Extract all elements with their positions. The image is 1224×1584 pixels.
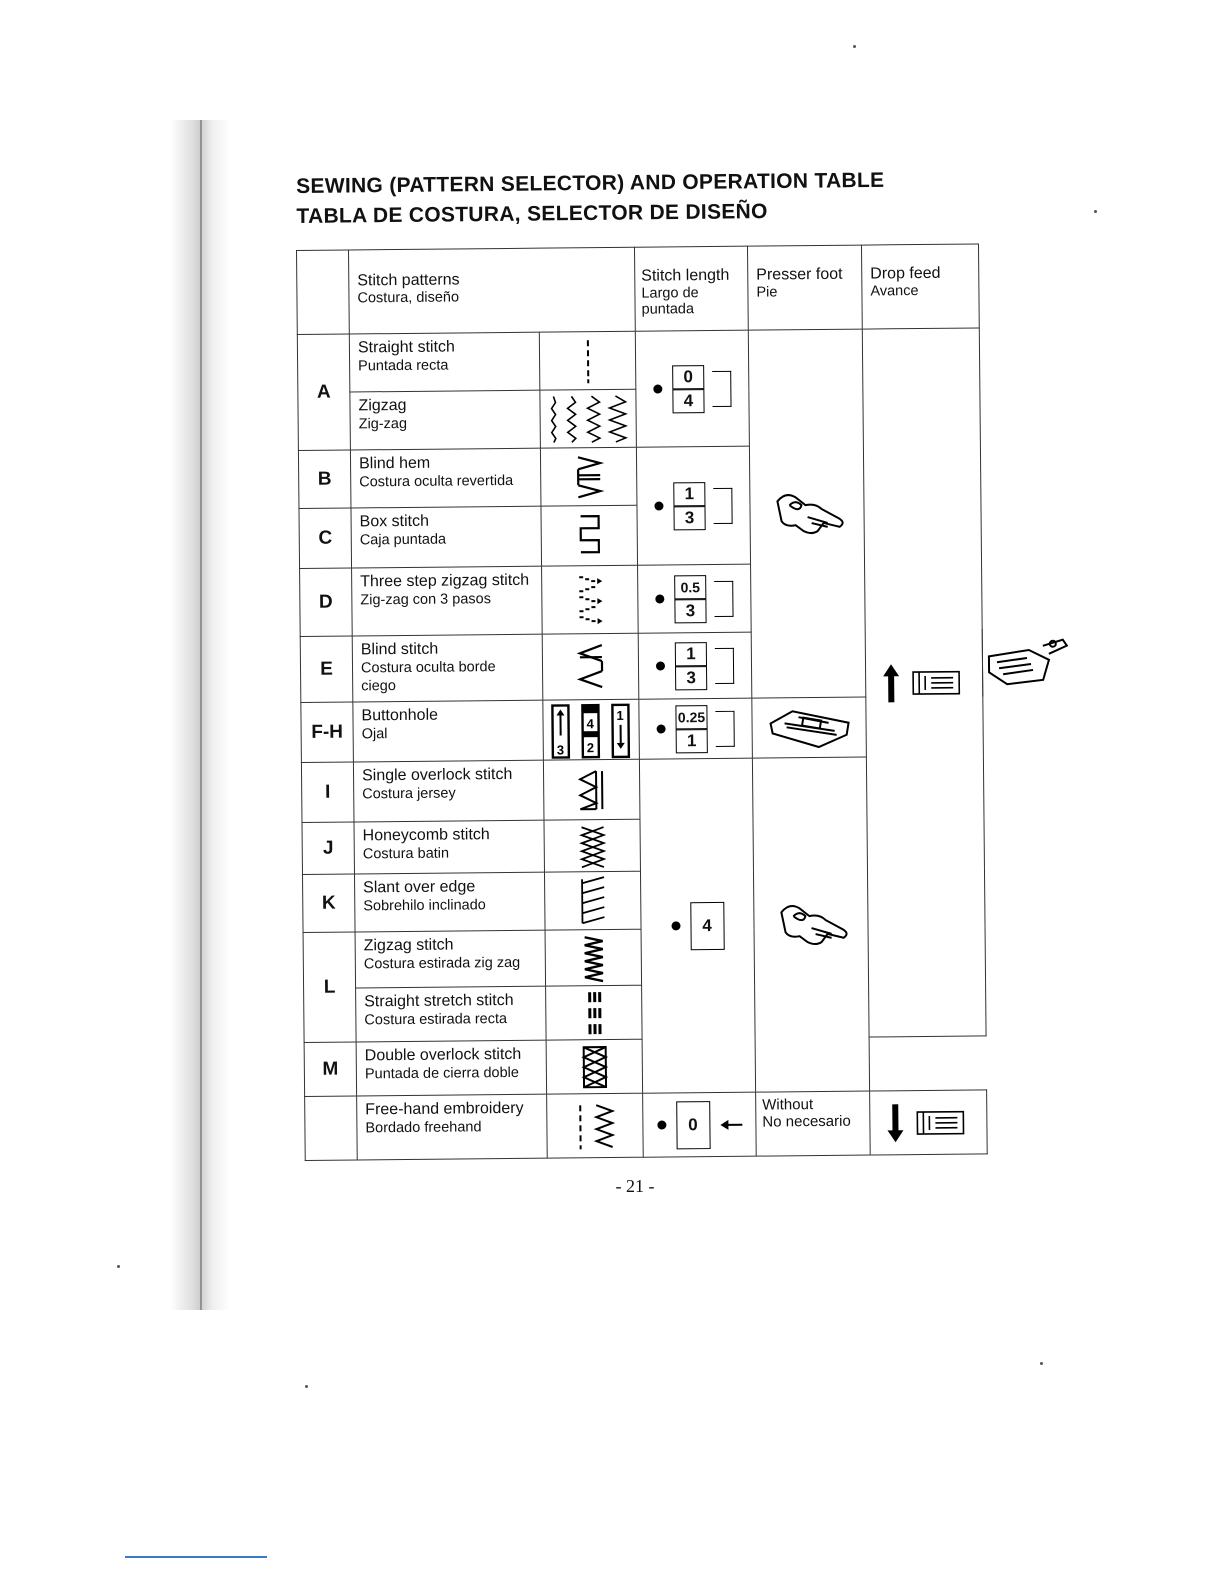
stitch-name-es: Costura oculta revertida [359,472,514,491]
presser-foot-cell [982,630,983,696]
bullet-icon [671,921,680,930]
length-min: 1 [675,642,707,666]
drop-feed-cell [870,1090,988,1155]
stitch-name-cell [354,820,544,874]
length-min: 0 [672,365,704,389]
blind-hem-icon [540,447,637,506]
row-letter-e: E [300,636,353,702]
scan-speck [117,1265,120,1268]
stitch-name-en: Buttonhole [361,706,439,725]
stitch-name-es: Puntada recta [358,357,449,375]
row-letter-m: M [304,1042,357,1096]
stitch-name-en: Slant over edge [363,878,476,897]
single-overlock-icon [543,759,640,820]
stitch-name-en: Single overlock stitch [361,765,513,785]
header-stitch-length-es: Largo de puntada [641,285,699,318]
header-drop-feed-en: Drop feed [870,264,941,283]
page-title [296,165,977,232]
stitch-name-es: Costura estirada zig zag [363,954,521,973]
stitch-name-es: Puntada de cierra doble [364,1064,519,1083]
stitch-name-cell [351,506,542,568]
stitch-name-es: Zig-zag con 3 pasos [360,591,492,609]
range-bracket-icon [713,487,732,523]
buttonhole-step-3: 3 [556,741,564,758]
range-bracket-icon [712,370,731,406]
header-stitch-patterns [349,247,636,334]
scan-speck [305,1385,308,1388]
stitch-name-en: Free-hand embroidery [365,1099,524,1119]
double-overlock-icon [546,1039,643,1094]
presser-foot-cell [752,697,867,758]
row-letter-a: A [297,334,350,450]
range-bracket-icon [715,710,734,746]
length-max: 4 [672,389,704,413]
box-stitch-icon [541,505,638,566]
presser-foot-cell [752,757,869,1092]
stitch-name-es: Bordado freehand [365,1119,482,1137]
stitch-name-es: Costura batin [362,845,450,863]
stitch-name-cell [356,986,547,1042]
stitch-length-cell [636,446,750,565]
blind-stitch-foot-icon [983,635,1074,690]
scan-speck [853,45,856,48]
stitch-name-en: Straight stretch stitch [364,991,514,1011]
zigzag-foot-icon [771,897,852,952]
zigzag-stitch-icon [540,389,637,448]
slant-over-edge-icon [544,871,641,930]
stitch-length-cell [643,1092,757,1157]
buttonhole-step-4: 4 [585,715,594,731]
header-presser-foot-en: Presser foot [756,265,843,284]
stitch-length-cell [638,632,752,699]
stitch-name-cell [357,1094,548,1160]
stitch-name-en: Box stitch [359,512,430,531]
header-presser-foot [747,245,862,330]
stitch-name-en: Three step zigzag stitch [360,571,530,591]
feed-dog-down-icon [883,1097,973,1148]
range-bracket-icon [714,580,733,616]
stitch-length-cell [639,698,753,759]
scan-speck [1040,1362,1043,1365]
arrow-left-icon [720,1118,742,1130]
stitch-name-en: Honeycomb stitch [362,826,490,845]
length-min: 1 [673,482,705,506]
title-spanish: TABLA DE COSTURA, SELECTOR DE DISEÑO [296,200,768,228]
honeycomb-icon [544,819,640,872]
length-min: 0.25 [675,705,707,729]
stitch-name-es: Ojal [361,726,388,743]
without-en: Without [762,1096,814,1114]
bullet-icon [655,594,664,603]
header-letter-cell [297,250,350,334]
stitch-name-cell [354,872,545,932]
length-value: 4 [690,901,724,949]
feed-dog-up-icon [879,657,969,708]
length-max: 3 [675,666,707,690]
stitch-name-es: Costura oculta borde ciego [360,659,496,695]
straight-stitch-icon [539,331,636,390]
header-drop-feed [861,244,979,329]
stretch-zigzag-icon [545,929,642,986]
stitch-name-cell [349,332,540,392]
length-min: 0.5 [674,575,706,599]
length-value: 0 [676,1101,710,1149]
buttonhole-step-2: 2 [586,739,594,755]
header-stitch-length [634,246,748,331]
stitch-name-en: Double overlock stitch [364,1045,522,1065]
presser-foot-without-cell [756,1091,871,1156]
scan-shadow [170,120,230,1310]
row-letter-l: L [303,932,356,1042]
header-presser-foot-es: Pie [756,284,778,301]
buttonhole-foot-icon [764,704,854,751]
header-drop-feed-es: Avance [870,283,919,300]
length-max: 1 [676,729,708,753]
bullet-icon [653,384,662,393]
table-row [297,328,980,393]
row-letter-i: I [301,762,354,822]
stitch-name-en: Zigzag stitch [363,936,454,955]
stitch-name-cell [353,760,544,822]
stitch-name-es: Zig-zag [358,415,408,433]
stitch-name-cell [353,700,544,762]
presser-foot-cell [748,329,866,698]
header-stitch-patterns-en: Stitch patterns [357,271,460,290]
blind-stitch-icon [542,633,639,700]
footer-rule [125,1556,267,1558]
stitch-name-cell [352,566,543,636]
header-stitch-patterns-es: Costura, diseño [357,289,460,307]
three-step-zigzag-icon [542,565,639,634]
row-letter-b: B [298,450,351,508]
straight-stretch-icon [546,985,643,1040]
page-number: - 21 - [615,1176,655,1196]
stitch-name-es: Costura jersey [362,785,456,803]
scan-speck [1094,210,1097,213]
stitch-name-en: Blind stitch [360,640,439,659]
range-bracket-icon [715,647,734,683]
stitch-name-es: Caja puntada [359,531,447,549]
stitch-name-cell [350,448,541,508]
stitch-name-cell [355,930,546,988]
row-letter-empty [305,1096,358,1160]
zigzag-foot-icon [767,486,848,541]
header-row [297,244,980,335]
operation-table [296,243,988,1161]
stitch-name-cell [350,390,541,450]
without-es: No necesario [762,1112,851,1131]
stitch-name-en: Straight stitch [357,338,455,357]
row-letter-j: J [302,822,354,874]
length-max: 3 [673,506,705,530]
bullet-icon [657,1120,666,1129]
stitch-name-es: Costura estirada recta [364,1011,508,1029]
bullet-icon [656,661,665,670]
row-letter-c: C [299,508,352,568]
stitch-name-es: Sobrehilo inclinado [363,897,486,915]
row-letter-d: D [300,568,353,636]
table-row [305,1090,988,1161]
stitch-length-cell [639,758,755,1093]
stitch-name-en: Blind hem [358,454,431,473]
row-letter-k: K [302,874,355,932]
free-hand-embroidery-icon [547,1093,644,1158]
buttonhole-step-1: 1 [615,707,624,723]
stitch-length-cell [635,330,749,447]
buttonhole-icon [543,699,640,760]
stitch-name-cell [352,634,543,702]
stitch-name-en: Zigzag [358,396,407,415]
drop-feed-cell [862,328,986,1037]
title-english: SEWING (PATTERN SELECTOR) AND OPERATION TABLE [296,168,885,198]
stitch-length-cell [638,564,752,633]
header-stitch-length-en: Stitch length [641,266,730,285]
stitch-name-cell [356,1040,547,1096]
bullet-icon [654,501,663,510]
row-letter-fh: F-H [301,702,354,762]
length-max: 3 [674,599,706,623]
bullet-icon [657,724,666,733]
